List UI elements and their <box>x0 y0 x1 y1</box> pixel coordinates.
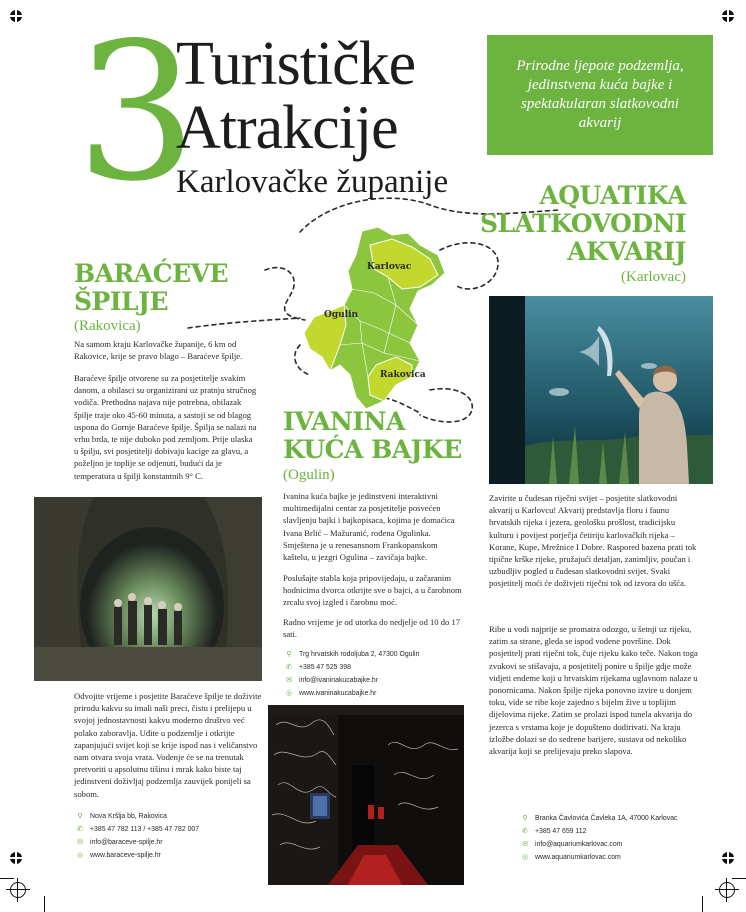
baraceve-address: Nova Kršlja bb, Rakovica <box>90 813 167 820</box>
globe-icon: ◎ <box>285 690 293 697</box>
ivanina-title-line-1: IVANINA <box>283 407 405 436</box>
title-number: 3 <box>76 2 197 223</box>
ivanina-phone: +385 47 525 398 <box>299 664 351 671</box>
ivanina-location: (Ogulin) <box>283 467 335 483</box>
phone-icon: ✆ <box>522 828 528 835</box>
map-label-ogulin: Ogulin <box>324 310 359 320</box>
aquatika-contact <box>519 812 719 864</box>
email-icon: ✉ <box>522 841 528 848</box>
ivanina-address: Trg hrvatskih rodoljuba 2, 47300 Ogulin <box>299 651 420 658</box>
baraceve-location: (Rakovica) <box>74 318 141 334</box>
contact-address-row <box>519 812 719 825</box>
intro-box-text: Prirodne ljepote podzemlja, jedinstvena kuća bajke i spektakularan slatkovodni akvarij <box>516 58 684 131</box>
baraceve-title-line-2: ŠPILJE <box>74 287 169 316</box>
email-icon: ✉ <box>286 677 292 684</box>
location-pin-icon: ⚲ <box>522 815 528 822</box>
aquatika-paragraph-1: Zavirite u čudesan riječni svijet – posjetite slatkovodni akvarij u Karlovcu! Akvarij predstavlja floru i faunu hrvatskih rijeka i jezera, geološku prošlost, tradicijsku kulturu i povijest porječja četiriju karlovačkih rijeka – Korane, Kupe, Mrežnice I Dobre. Raspored bazena prati tok tipične krške rijeke, pružajući detaljan, zanimljiv, poučan i uzbudljiv pogled u čudesan slatkovodni svijet. Svaki posjetitelj moći će doživjeti riječni tok od izvora do ušća. <box>489 493 697 589</box>
globe-icon: ◎ <box>76 852 84 859</box>
ivanina-email[interactable]: info@ivaninakucabajke.hr <box>299 677 379 684</box>
baraceve-paragraph-3: Odvojite vrijeme i posjetite Baraćeve špilje te doživite prirodu kakvu su imali naši preci, čistu i prelijepu u svojoj jednostavnosti kakvu moderno društvo već polako zaboravlja. Uđite u podzemlje i otkrijte zapanjujući svijet koji se krije ispod nas i veličanstvo nam otvara svoja vrata. Vodenje će se na trenutak pretvoriti u apsolutnu tišinu i mrak kako biste taj jedinstveni doživljaj podzemlja zauvijek ponijeli sa sobom. <box>74 691 262 799</box>
title-line-2: Atrakcije <box>176 94 398 162</box>
map-label-rakovica: Rakovica <box>380 370 426 380</box>
ivanina-paragraph-2: Poslušajte stabla koja pripovijedaju, u začaranim hodnicima dvorca otkrijte sve o bajci, a u čarobnom zrcalu svoj izgled i čarobnu moć. <box>283 573 462 608</box>
title-line-3: Karlovačke županije <box>176 164 449 200</box>
ivanina-paragraph-3: Radno vrijeme je od utorka do nedjelje od 10 do 17 sati. <box>283 617 461 640</box>
baraceve-paragraph-1: Na samom kraju Karlovačke županije, 6 km od Rakovice, krije se pravo blago – Baraćeve špilje. <box>74 339 243 362</box>
contact-address-row <box>74 810 264 823</box>
ivanina-contact <box>283 648 473 700</box>
baraceve-phone: +385 47 782 113 / +385 47 782 007 <box>90 826 200 833</box>
phone-icon: ✆ <box>286 664 292 671</box>
contact-web-row <box>283 687 473 700</box>
baraceve-title-line-1: BARAĆEVE <box>74 259 229 288</box>
title-line-1: Turističke <box>176 30 416 98</box>
aquatika-title-line-2: SLATKOVODNI <box>480 209 687 238</box>
cave-photo <box>34 497 262 681</box>
aquatika-address: Branka Čavlovića Čavleka 1A, 47000 Karlovac <box>535 815 678 822</box>
baraceve-web[interactable]: www.baraceve-spilje.hr <box>90 852 161 859</box>
ivanina-paragraph-1: Ivanina kuća bajke je jedinstveni interaktivni multimedijalni centar za posjetitelje posvećen slavljenju bajki i bajkopisaca, kojima je domaćica Ivana Brlić – Mažuranić, rođena Ogulinka. Smještena je u renesansnom Frankopanskom kaštelu, u jezgri Ogulina – zavičaja bajke. <box>283 491 455 563</box>
aquarium-photo <box>489 296 713 484</box>
map-label-karlovac: Karlovac <box>367 262 412 272</box>
contact-email-row <box>283 674 473 687</box>
contact-web-row <box>519 851 719 864</box>
phone-icon: ✆ <box>77 826 83 833</box>
aquatika-web[interactable]: www.aquariumkarlovac.com <box>535 854 621 861</box>
contact-address-row <box>283 648 473 661</box>
aquatika-email[interactable]: info@aquariumkarlovac.com <box>535 841 623 848</box>
contact-email-row <box>519 838 719 851</box>
email-icon: ✉ <box>77 839 83 846</box>
location-pin-icon: ⚲ <box>77 813 83 820</box>
location-pin-icon: ⚲ <box>286 651 292 658</box>
county-map <box>300 225 450 415</box>
fairy-house-photo <box>268 705 464 885</box>
contact-phone-row <box>519 825 719 838</box>
baraceve-paragraph-2: Baraćeve špilje otvorene su za posjetitelje svakim danom, a obilasci su organizirani uz pratnju stručnog vodiča. Prethodna najava nije potrebna, obilazak špilje traje oko 45-60 minuta, a sastoji se od blagog uspona do Gornje Baraćeve špilje. Špilja se nalazi na vrhu brda, te nije duboko pod zemljom. Prije ulaska u špilju, svi posjetitelji dobivaju kacige za glavu, a poželjno je toplije se odjenuti, budući da je temperatura u špilji konstantnih 9° C. <box>74 373 257 481</box>
ivanina-title-line-2: KUĆA BAJKE <box>283 435 462 464</box>
contact-phone-row <box>74 823 264 836</box>
contact-phone-row <box>283 661 473 674</box>
aquatika-phone: +385 47 659 112 <box>535 828 587 835</box>
aquatika-paragraph-2: Ribe u vodi najprije se promatra odozgo, u šetnji uz rijeku, zatim sa strane, gleda se ispod vodene površine. Dok posjetitelj prati riječni tok, čuje rijeku kako teče. Nakon toga zvukovi se stišavaju, a posjetitelj ponire u špilje gdje može vidjeti endeme koji u hrvatskim rijekama uglavnom nalaze u ponornicama. Nakon špilje rijeka ponovno izvire u donjem toku, vide se ribe koje zajedno s bijelm žive u toplijim dijelovima rijeke. Zatim se prolazi ispod tunela akvarija do jezerca s vrstama koje je dopušteno dodirivati. Na kraju izložbe dolazi se do sedrene barijere, sustava od nekoliko akvarija koji se prelijevaju preko slapova. <box>489 624 698 757</box>
contact-web-row <box>74 849 264 862</box>
globe-icon: ◎ <box>521 854 529 861</box>
baraceve-email[interactable]: info@baraceve-spilje.hr <box>90 839 163 846</box>
aquatika-title-line-1: AQUATIKA <box>539 181 686 210</box>
baraceve-contact <box>74 810 264 862</box>
aquatika-location: (Karlovac) <box>621 269 686 285</box>
ivanina-web[interactable]: www.ivaninakucabajke.hr <box>299 690 377 697</box>
intro-box <box>487 35 713 155</box>
aquatika-title-line-3: AKVARIJ <box>567 237 686 266</box>
contact-email-row <box>74 836 264 849</box>
